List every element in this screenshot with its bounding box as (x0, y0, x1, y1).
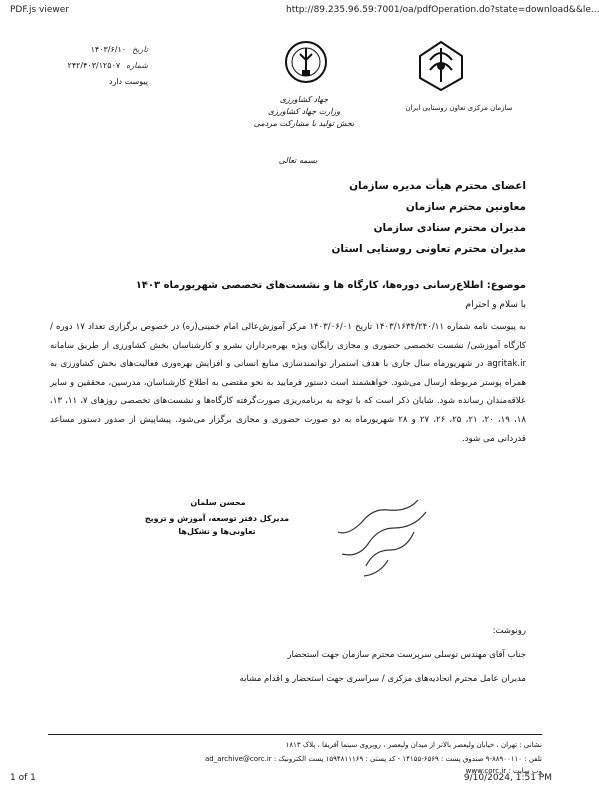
number-value: ۲۴۲/۴۰۳/۱۲۵۰۷ (67, 61, 121, 70)
signer-title (122, 512, 312, 538)
recipient-4: مدیران محترم تعاونی روستایی استان (331, 243, 526, 255)
number-label: شماره (126, 61, 148, 70)
footer-address: نشانی : تهران ، خیابان ولیعصر بالاتر از میدان ولیعصر ، روبروی سینما آفریقا ، پلاک ۱۸۱۳ (285, 741, 542, 749)
cc-heading: رونوشت: (492, 626, 526, 636)
letter-page (48, 24, 542, 760)
signer-title-line2: تعاونی‌ها و تشکل‌ها (178, 527, 256, 536)
pdf-viewer-header (0, 0, 599, 18)
jahad-ministry (244, 94, 364, 130)
letter-meta (68, 42, 148, 90)
recipient-3: مدیران محترم ستادی سازمان (373, 222, 526, 234)
footer-divider (48, 734, 542, 735)
recipients-list (226, 176, 526, 260)
bismillah: بسمه تعالی (278, 156, 318, 165)
cc-line-1: جناب آقای مهندس توسلی سرپرست محترم سازمان جهت استحضار (287, 650, 526, 660)
footer-phones: تلفن : ۸۸۹۰۰۱۱۰-۹ صندوق پست : ۶۵۶۹-۱۴۱۵۵ - کد پستی : ۱۵۹۴۸۱۱۱۶۹ پست الکترونیک : ad_archive@corc.ir (205, 755, 542, 763)
date-label: تاریخ (132, 45, 148, 54)
page-count: 1 of 1 (10, 773, 36, 783)
greeting: با سلام و احترام (465, 300, 526, 310)
org-logo-icon (416, 38, 466, 94)
signer-title-line1: مدیرکل دفتر توسعه، آموزش و ترویج (144, 514, 290, 523)
date-value: ۱۴۰۳/۶/۱۰ (90, 45, 127, 54)
handwritten-annotation (318, 492, 438, 582)
org-name: سازمان مرکزی تعاون روستایی ایران (405, 104, 513, 112)
viewer-title: PDF.js viewer (10, 5, 69, 15)
jahad-ministry-name: وزارت جهاد کشاورزی (267, 107, 341, 116)
attachment-value: پیوست دارد (108, 77, 148, 86)
cc-line-2: مدیران عامل محترم اتحادیه‌های مرکزی / سراسری جهت استحضار و اقدام مشابه (239, 674, 526, 684)
jahad-logo-text: جهاد کشاورزی (279, 95, 329, 104)
pdf-viewer-footer (0, 770, 566, 800)
letter-body: به پیوست نامه شماره ۱۴۰۳/۱۶۳۴/۲۴۰/۱۱ تاریخ ۱۴۰۳/۰۶/۰۱ مرکز آموزش‌عالی امام خمینی(ره) در خصوص برگزاری تعداد ۱۷ دوره /کارگاه آموزشی/ نشست تخصصی حضوری و مجازی رایگان ویژه بهره‌برداران بشرو و کارشناسان بخش کشاورزی از طریق سامانه agritak.ir در شهریورماه سال جاری با هدف استمرار توانمندسازی منابع انسانی و افزایش بهره‌وری فعالیت‌های بخش کشاورزی به همراه پوستر مربوطه ارسال می‌شود. خواهشمند است دستور فرمایید به نحو مقتضی به اطلاع کارشناسان، مدرسین، محققین و سایر علاقه‌مندان رسانده شود. شایان ذکر است که با توجه به برنامه‌ریزی صورت‌گرفته کارگاه‌ها و نشست‌های تخصصی روزهای ۷، ۱۱، ۱۳، ۱۸، ۱۹، ۲۰، ۲۱، ۲۵، ۲۶، ۲۷ و ۲۸ شهریورماه به دو صورت حضوری و مجازی برگزار می‌شود. پیشاپیش از صدور دستور مساعد قدردانی می شود. (50, 322, 526, 444)
footer-website: وب سایت : www.corc.ir (465, 767, 542, 775)
viewer-url[interactable]: http://89.235.96.59:7001/oa/pdfOperation.do?state=download&&le... (286, 5, 599, 15)
recipient-2: معاونین محترم سازمان (405, 201, 526, 213)
jahad-logo-icon (284, 40, 328, 84)
recipient-1: اعضای محترم هیأت مدیره سازمان (349, 180, 526, 192)
signer-name: محسن سلمان (190, 498, 246, 507)
letter-subject: موضوع: اطلاع‌رسانی دوره‌ها، کارگاه ها و نشست‌های تخصصی شهریورماه ۱۴۰۳ (135, 280, 526, 291)
print-datetime: 9/10/2024, 1:51 PM (463, 773, 552, 783)
jahad-dept-name: بخش تولید با مشارکت مردمی (253, 119, 355, 128)
